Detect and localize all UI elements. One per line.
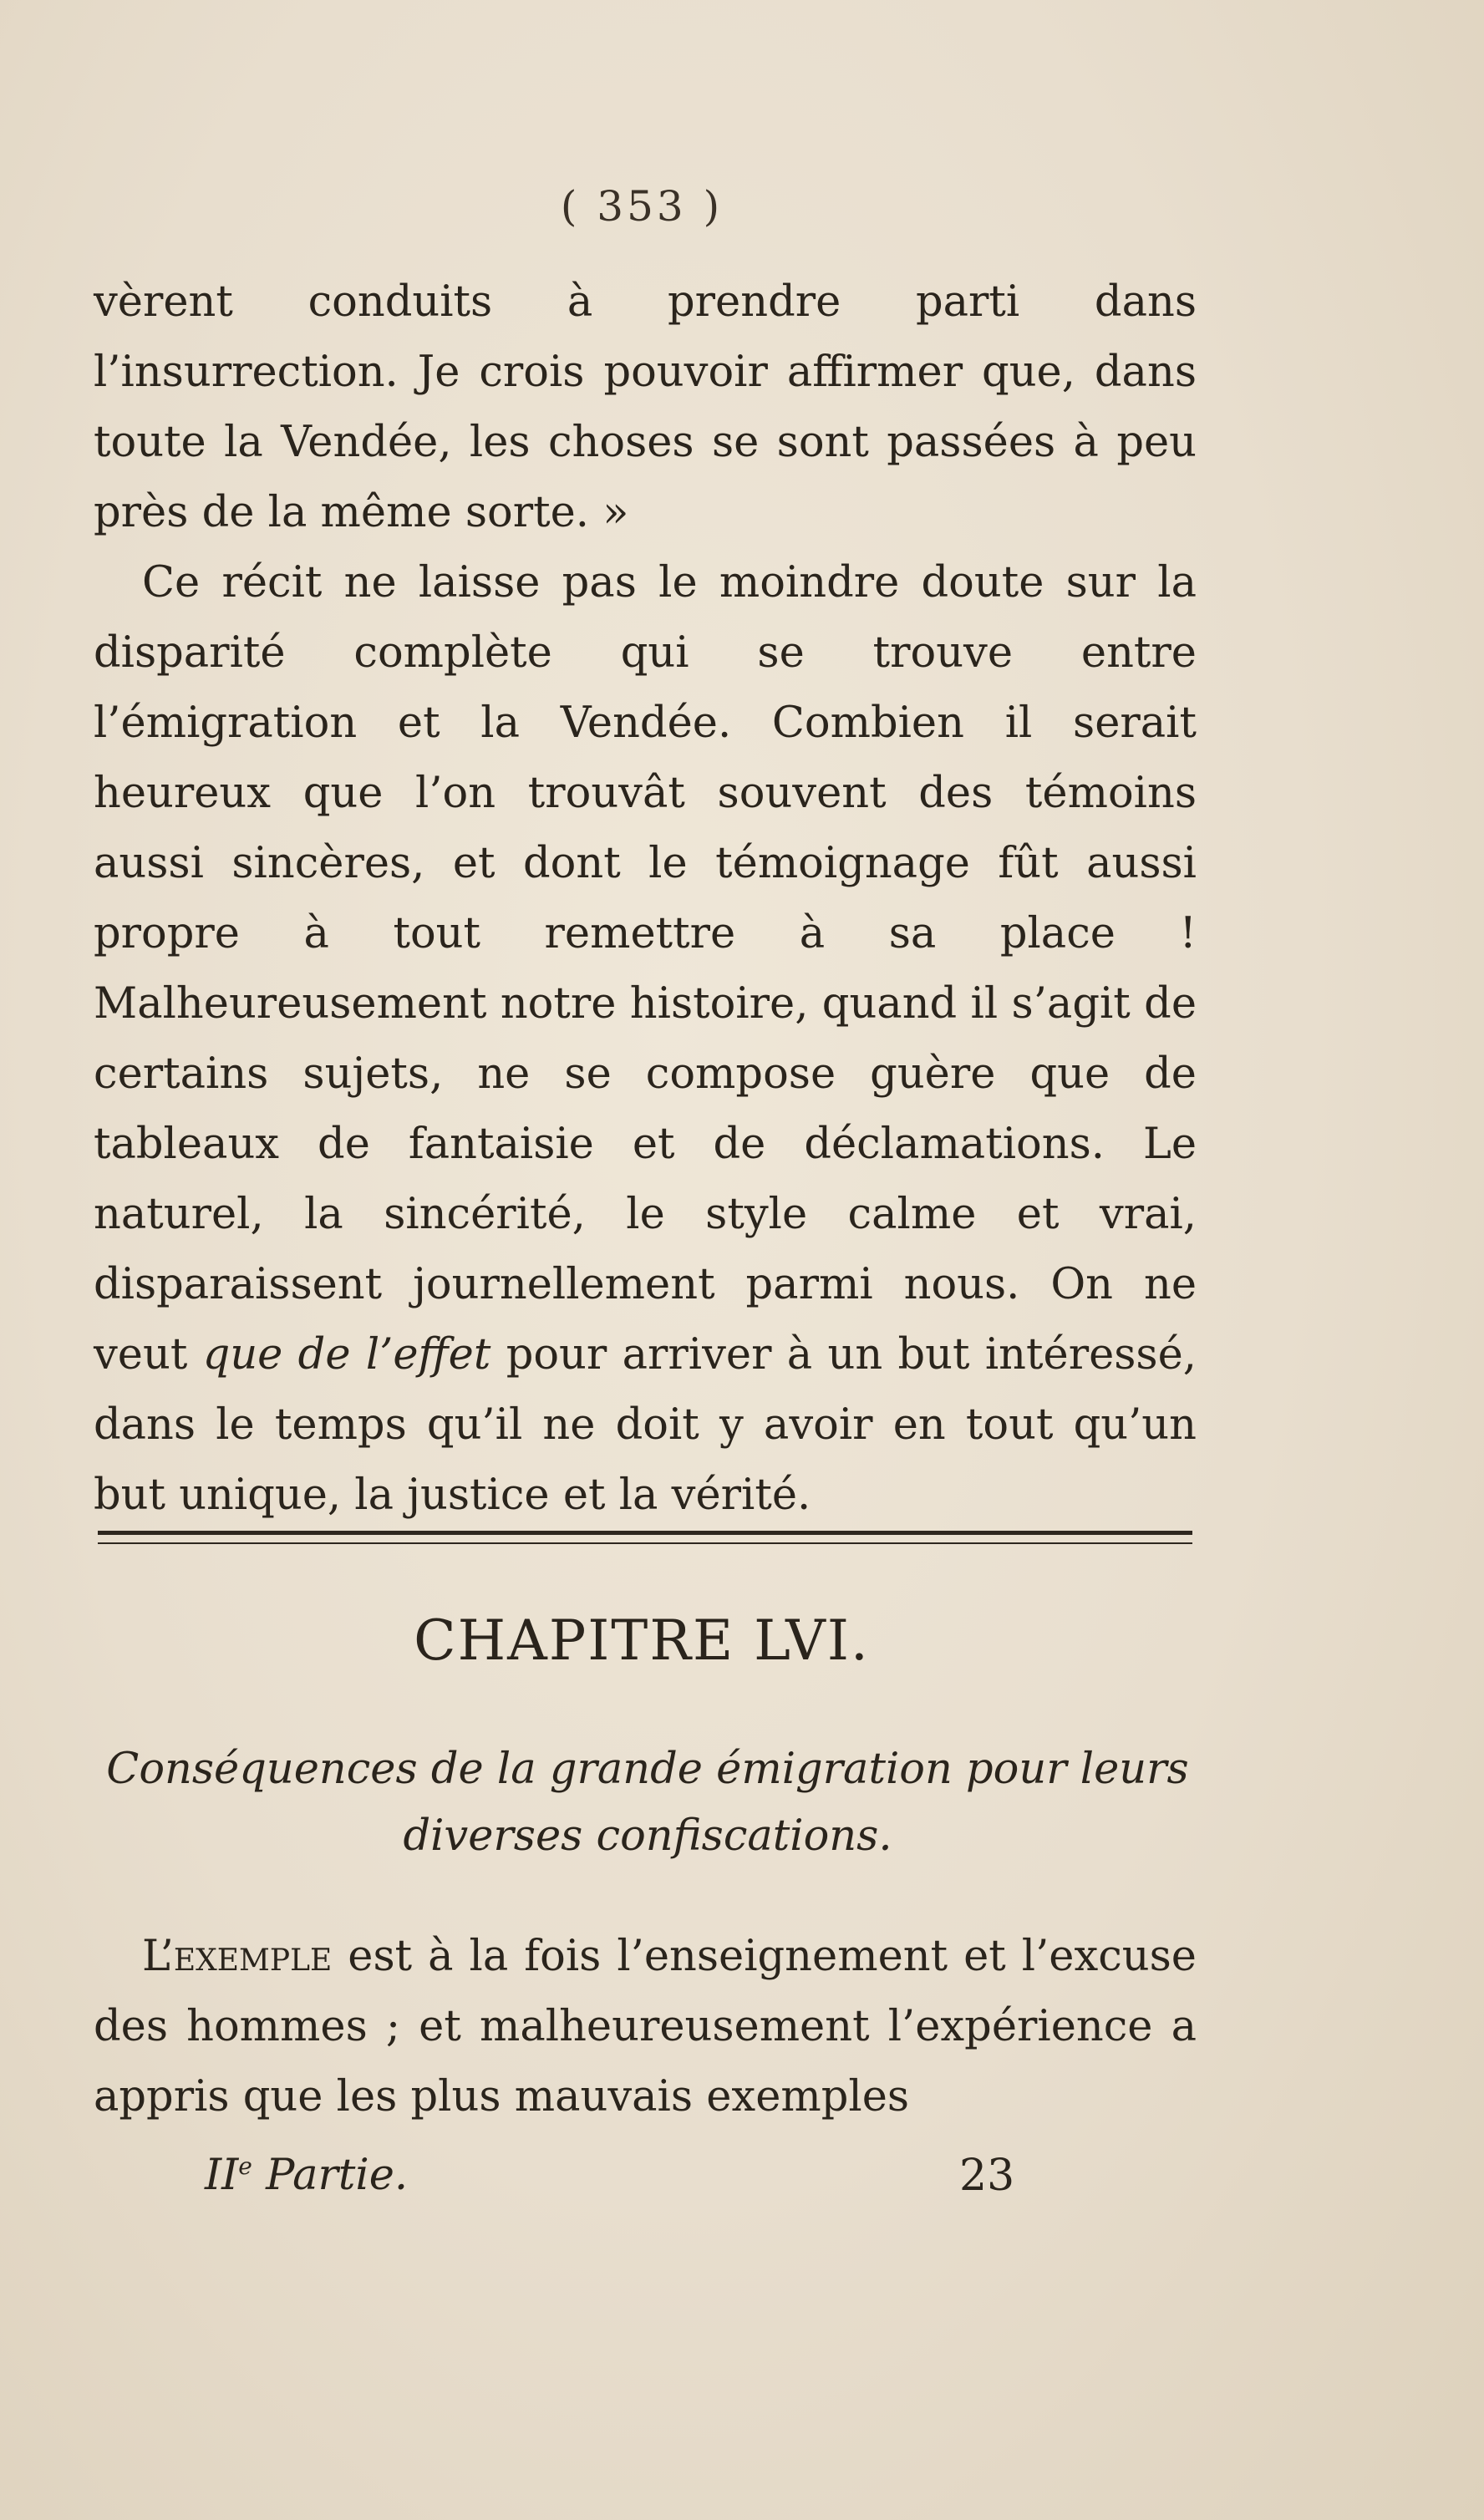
- paragraph: [94, 548, 1197, 1531]
- body-text-top: [94, 267, 1197, 1531]
- section-divider-thin: [98, 1542, 1192, 1544]
- gathering-number: 23: [959, 2151, 1015, 2201]
- emphasis-text: que de l’effet: [202, 1330, 491, 1379]
- text-span: pour arriver à un but intéressé, dans le temps qu’il ne doit y avoir en tout qu’un but unique, la justice et la vérité.: [94, 1330, 1197, 1520]
- signature-text: II: [205, 2151, 239, 2200]
- lead-word: L’exemple: [142, 1932, 333, 1981]
- chapter-title: CHAPITRE LVI.: [414, 1608, 870, 1673]
- text-span: Ce récit ne laisse pas le moindre doute sur la disparité complète qui se trouve entre l’émigration et la Vendée. Combien il serait heureux que l’on trouvât souvent des témoins aussi sincères, et dont le témoignage fût aussi propre à tout remettre à sa place ! Malheureusement notre histoire, quand il s’agit de certains sujets, ne se compose guère que de tableaux de fantaisie et de déclamations. Le naturel, la sincérité, le style calme et vrai, disparaissent journellement parmi nous. On ne veut: [94, 558, 1197, 1379]
- signature-mark: [205, 2151, 408, 2200]
- page-number: ( 353 ): [560, 182, 724, 231]
- paragraph: vèrent conduits à prendre parti dans l’insurrection. Je crois pouvoir affirmer que, dans toute la Vendée, les choses se sont passées à peu près de la même sorte. »: [94, 277, 1197, 537]
- section-divider-thick: [98, 1531, 1192, 1535]
- chapter-subtitle: Conséquences de la grande émigration pour leurs diverses confiscations.: [106, 1745, 1189, 1861]
- text-span: est à la fois l’enseignement et l’excuse des hommes ; et malheureusement l’expérience a appris que les plus mauvais exemples: [94, 1932, 1197, 2121]
- signature-sup: e: [238, 2152, 252, 2180]
- signature-rest: Partie.: [252, 2151, 409, 2200]
- body-text-bottom: [94, 1922, 1197, 2132]
- paragraph: [94, 1922, 1197, 2132]
